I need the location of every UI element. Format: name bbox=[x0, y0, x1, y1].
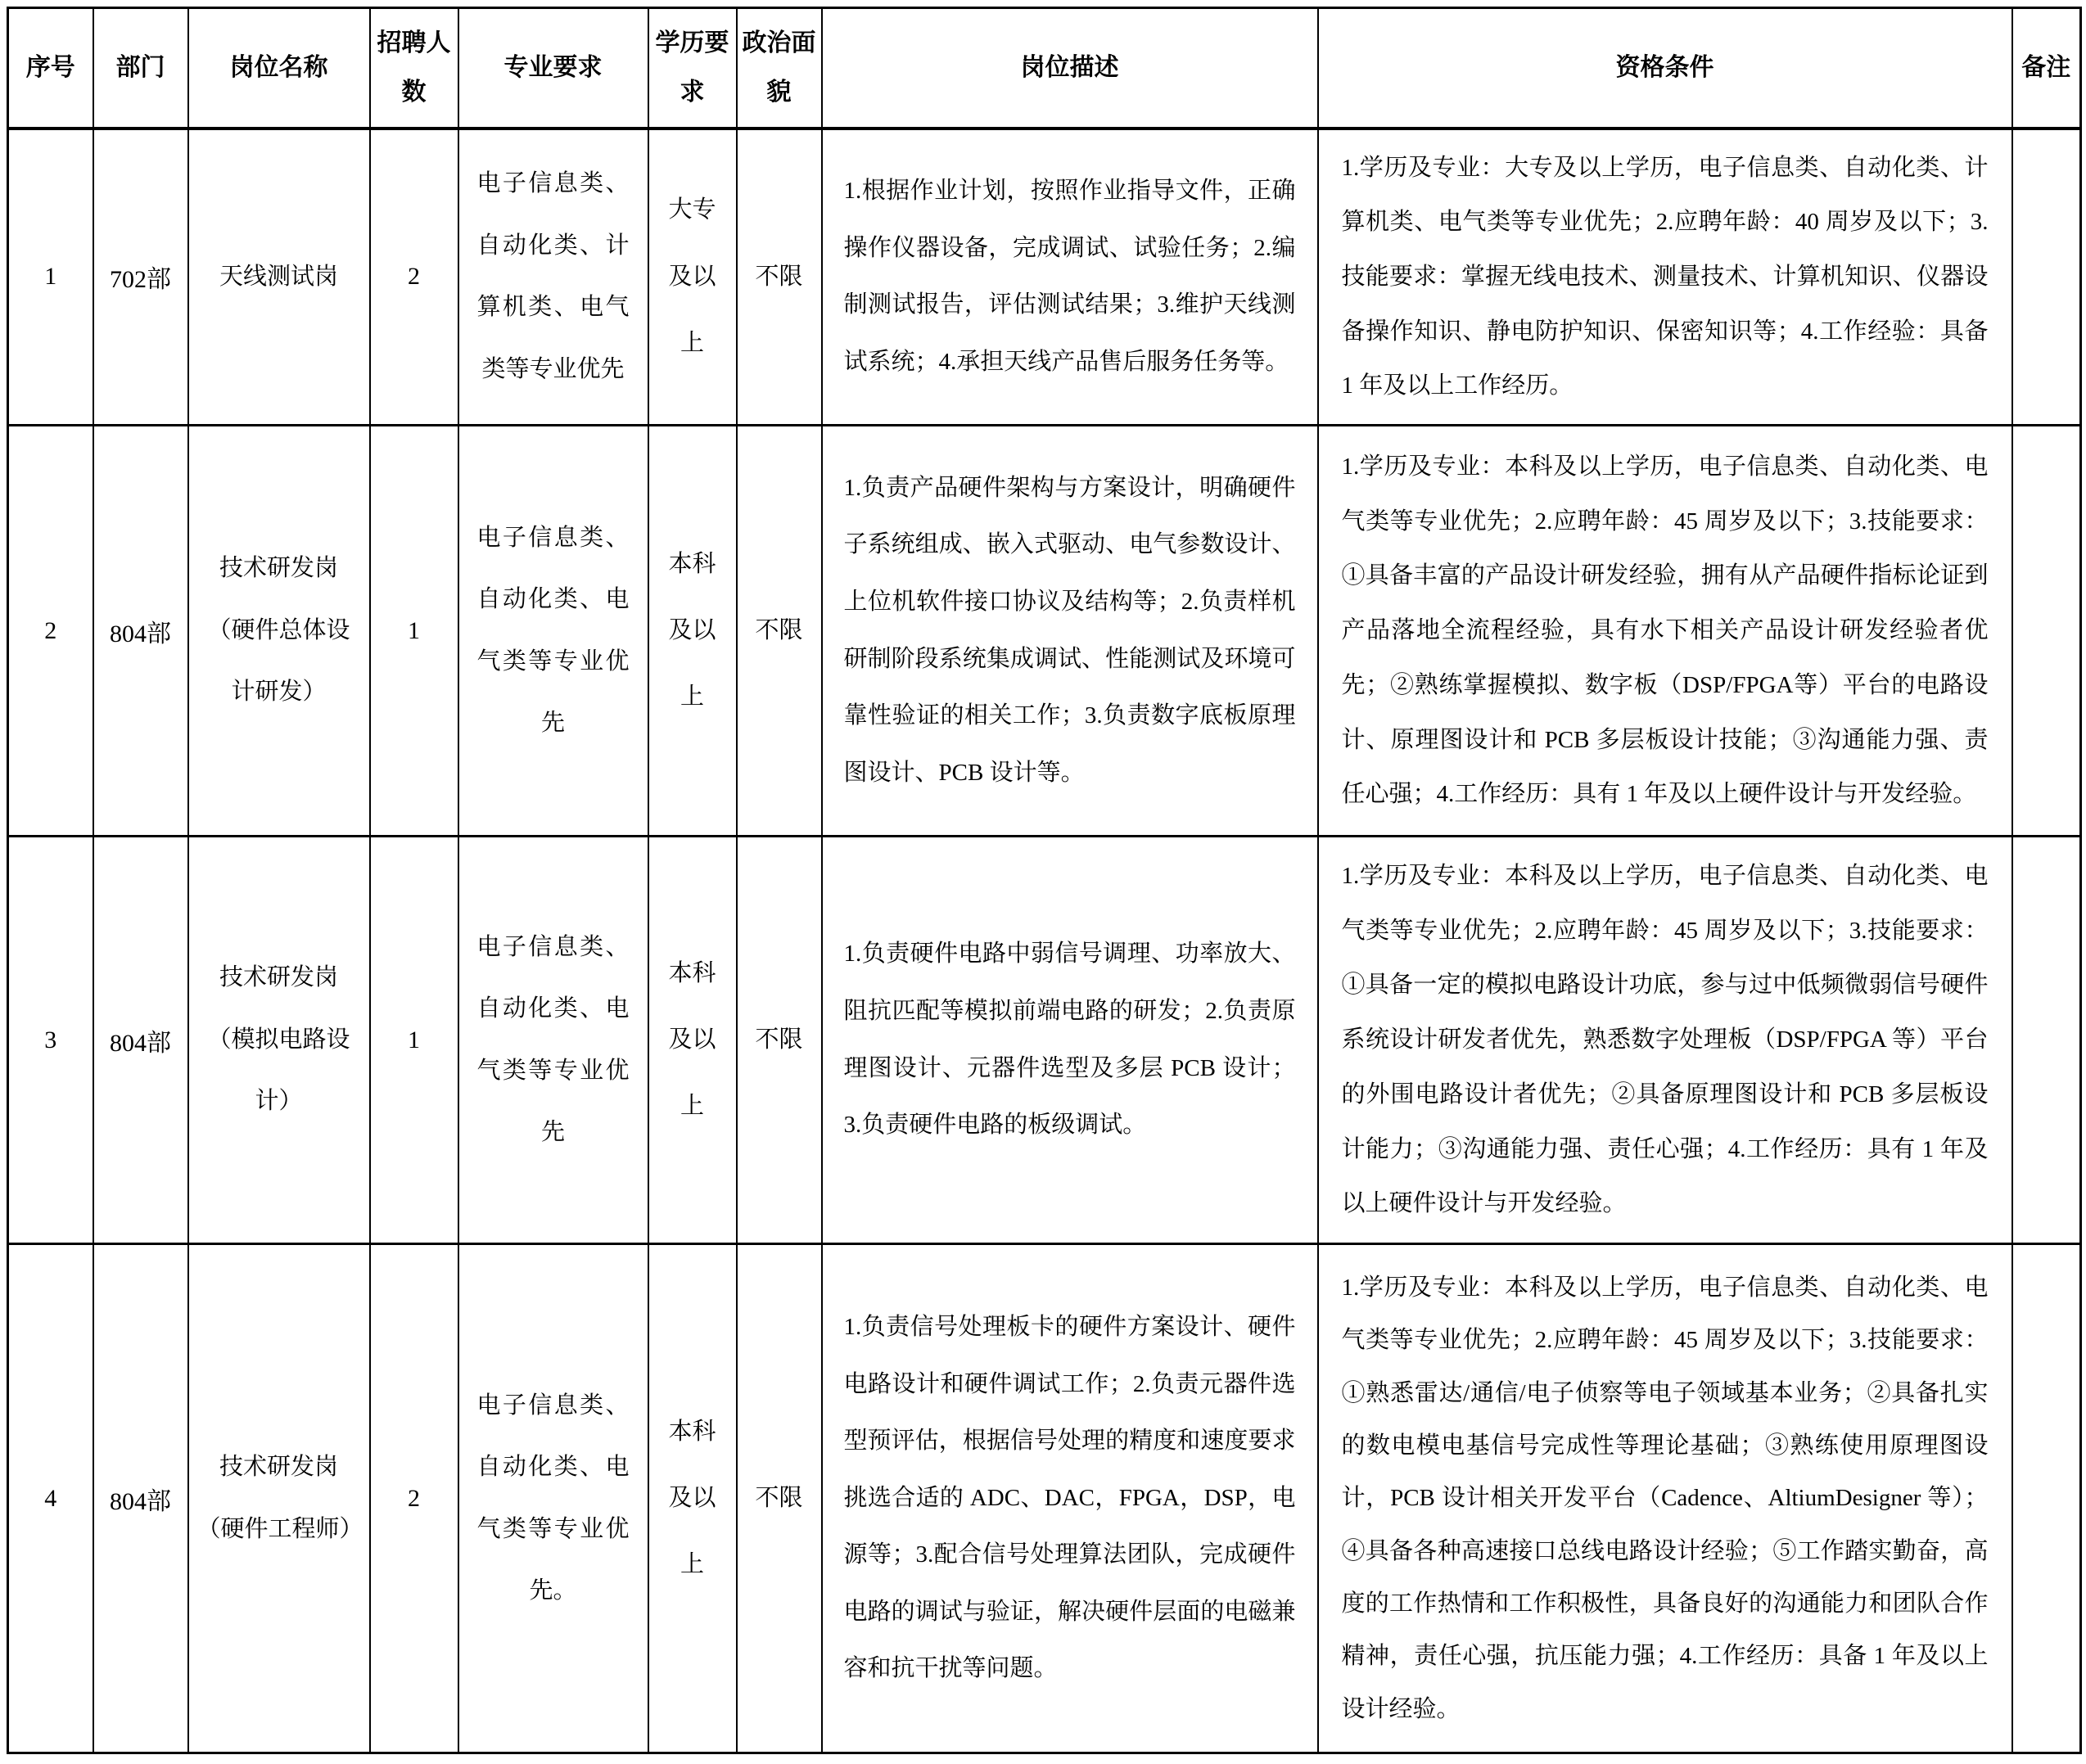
cell-note bbox=[2012, 837, 2081, 1244]
table-row bbox=[8, 837, 2081, 1244]
cell-major-req: 电子信息类、自动化类、电气类等专业优先 bbox=[458, 837, 648, 1244]
cell-political: 不限 bbox=[737, 1244, 822, 1753]
cell-position-title: 技术研发岗（硬件总体设计研发） bbox=[188, 426, 370, 837]
cell-position-title: 技术研发岗（硬件工程师） bbox=[188, 1244, 370, 1753]
cell-political: 不限 bbox=[737, 837, 822, 1244]
header-count: 招聘人数 bbox=[370, 8, 458, 129]
cell-education-req: 本科及以上 bbox=[648, 1244, 737, 1753]
cell-job-desc: 1.负责硬件电路中弱信号调理、功率放大、阻抗匹配等模拟前端电路的研发；2.负责原理图设计、元器件选型及多层 PCB 设计；3.负责硬件电路的板级调试。 bbox=[822, 837, 1318, 1244]
cell-seq: 2 bbox=[8, 426, 93, 837]
recruitment-table bbox=[7, 7, 2082, 1754]
cell-political: 不限 bbox=[737, 426, 822, 837]
cell-seq: 4 bbox=[8, 1244, 93, 1753]
header-title: 岗位名称 bbox=[188, 8, 370, 129]
cell-note bbox=[2012, 1244, 2081, 1753]
header-seq: 序号 bbox=[8, 8, 93, 129]
cell-seq: 1 bbox=[8, 129, 93, 426]
cell-department: 804部 bbox=[93, 426, 188, 837]
table-row bbox=[8, 129, 2081, 426]
cell-political: 不限 bbox=[737, 129, 822, 426]
cell-note bbox=[2012, 426, 2081, 837]
cell-major-req: 电子信息类、自动化类、电气类等专业优先 bbox=[458, 426, 648, 837]
header-political: 政治面貌 bbox=[737, 8, 822, 129]
cell-job-desc: 1.根据作业计划，按照作业指导文件，正确操作仪器设备，完成调试、试验任务；2.编制测试报告，评估测试结果；3.维护天线测试系统；4.承担天线产品售后服务任务等。 bbox=[822, 129, 1318, 426]
header-edu: 学历要求 bbox=[648, 8, 737, 129]
cell-headcount: 1 bbox=[370, 837, 458, 1244]
table-header bbox=[8, 8, 2081, 129]
cell-seq: 3 bbox=[8, 837, 93, 1244]
header-major: 专业要求 bbox=[458, 8, 648, 129]
header-qual: 资格条件 bbox=[1318, 8, 2012, 129]
cell-major-req: 电子信息类、自动化类、电气类等专业优先。 bbox=[458, 1244, 648, 1753]
cell-department: 804部 bbox=[93, 837, 188, 1244]
cell-headcount: 1 bbox=[370, 426, 458, 837]
header-row bbox=[8, 8, 2081, 129]
cell-department: 702部 bbox=[93, 129, 188, 426]
cell-qualifications: 1.学历及专业：本科及以上学历，电子信息类、自动化类、电气类等专业优先；2.应聘年龄：45 周岁及以下；3.技能要求：①熟悉雷达/通信/电子侦察等电子领域基本业务；②具备扎实的数电模电基信号完成性等理论基础；③熟练使用原理图设计，PCB 设计相关开发平台（Cadence、AltiumDesigner 等）；④具备各种高速接口总线电路设计经验；⑤工作踏实勤奋，高度的工作热情和工作积极性，具备良好的沟通能力和团队合作精神，责任心强，抗压能力强；4.工作经历：具备 1 年及以上设计经验。 bbox=[1318, 1244, 2012, 1753]
cell-job-desc: 1.负责产品硬件架构与方案设计，明确硬件子系统组成、嵌入式驱动、电气参数设计、上位机软件接口协议及结构等；2.负责样机研制阶段系统集成调试、性能测试及环境可靠性验证的相关工作；3.负责数字底板原理图设计、PCB 设计等。 bbox=[822, 426, 1318, 837]
cell-education-req: 本科及以上 bbox=[648, 426, 737, 837]
cell-job-desc: 1.负责信号处理板卡的硬件方案设计、硬件电路设计和硬件调试工作；2.负责元器件选型预评估，根据信号处理的精度和速度要求挑选合适的 ADC、DAC，FPGA，DSP，电源等；3.配合信号处理算法团队，完成硬件电路的调试与验证，解决硬件层面的电磁兼容和抗干扰等问题。 bbox=[822, 1244, 1318, 1753]
cell-headcount: 2 bbox=[370, 1244, 458, 1753]
cell-note bbox=[2012, 129, 2081, 426]
cell-major-req: 电子信息类、自动化类、计算机类、电气类等专业优先 bbox=[458, 129, 648, 426]
cell-position-title: 技术研发岗（模拟电路设计） bbox=[188, 837, 370, 1244]
cell-qualifications: 1.学历及专业：本科及以上学历，电子信息类、自动化类、电气类等专业优先；2.应聘年龄：45 周岁及以下；3.技能要求：①具备丰富的产品设计研发经验，拥有从产品硬件指标论证到产品落地全流程经验，具有水下相关产品设计研发经验者优先；②熟练掌握模拟、数字板（DSP/FPGA等）平台的电路设计、原理图设计和 PCB 多层板设计技能；③沟通能力强、责任心强；4.工作经历：具有 1 年及以上硬件设计与开发经验。 bbox=[1318, 426, 2012, 837]
table-row bbox=[8, 426, 2081, 837]
header-desc: 岗位描述 bbox=[822, 8, 1318, 129]
header-note: 备注 bbox=[2012, 8, 2081, 129]
cell-position-title: 天线测试岗 bbox=[188, 129, 370, 426]
cell-headcount: 2 bbox=[370, 129, 458, 426]
header-dept: 部门 bbox=[93, 8, 188, 129]
cell-education-req: 大专及以上 bbox=[648, 129, 737, 426]
cell-qualifications: 1.学历及专业：大专及以上学历，电子信息类、自动化类、计算机类、电气类等专业优先；2.应聘年龄：40 周岁及以下；3.技能要求：掌握无线电技术、测量技术、计算机知识、仪器设备操作知识、静电防护知识、保密知识等；4.工作经验：具备 1 年及以上工作经历。 bbox=[1318, 129, 2012, 426]
cell-education-req: 本科及以上 bbox=[648, 837, 737, 1244]
table-row bbox=[8, 1244, 2081, 1753]
cell-department: 804部 bbox=[93, 1244, 188, 1753]
table-body bbox=[8, 129, 2081, 1753]
cell-qualifications: 1.学历及专业：本科及以上学历，电子信息类、自动化类、电气类等专业优先；2.应聘年龄：45 周岁及以下；3.技能要求：①具备一定的模拟电路设计功底，参与过中低频微弱信号硬件系统设计研发者优先，熟悉数字处理板（DSP/FPGA 等）平台的外围电路设计者优先；②具备原理图设计和 PCB 多层板设计能力；③沟通能力强、责任心强；4.工作经历：具有 1 年及以上硬件设计与开发经验。 bbox=[1318, 837, 2012, 1244]
